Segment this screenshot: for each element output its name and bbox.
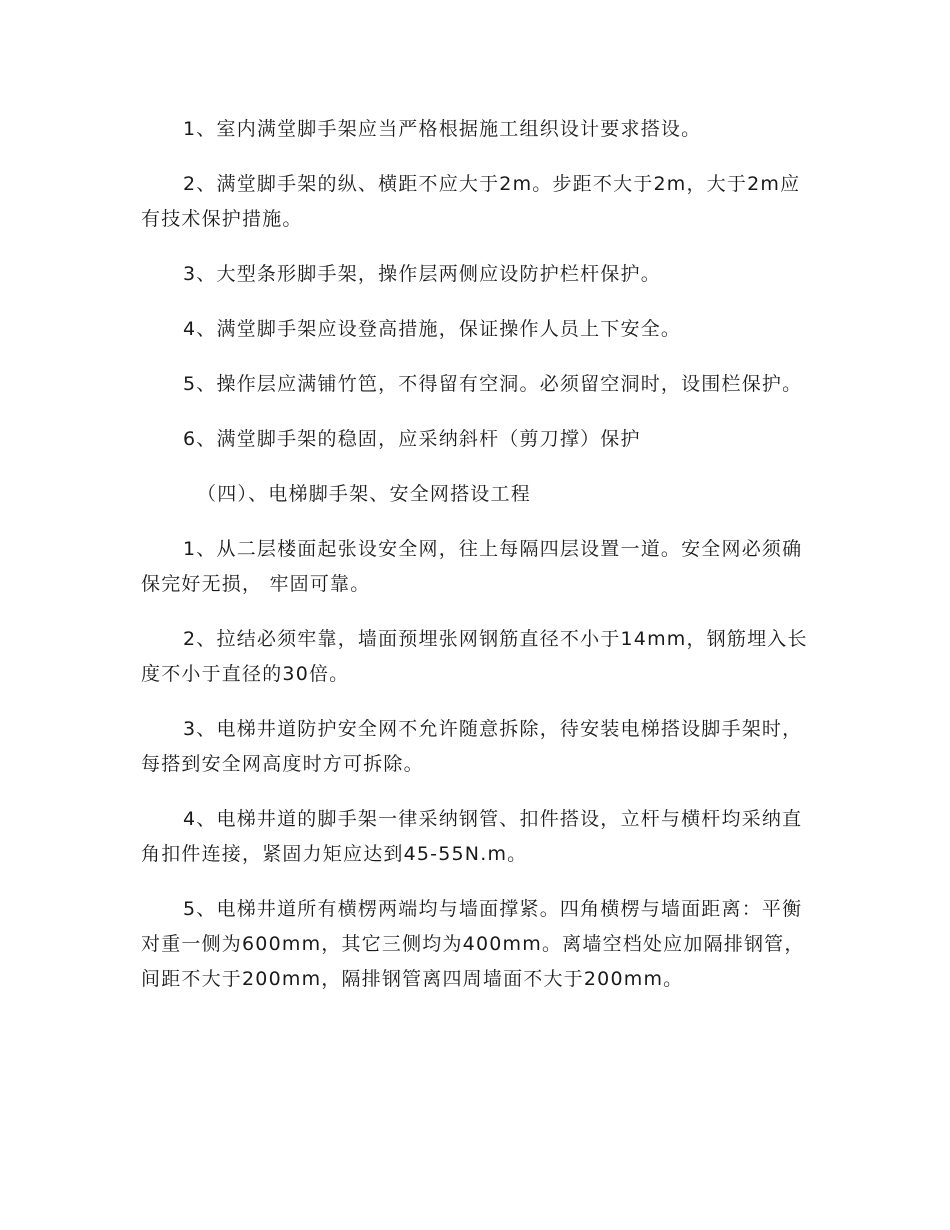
- section-heading-elevator: （四）、电梯脚手架、安全网搭设工程: [197, 483, 531, 505]
- paragraph-scaffold-2: 2、满堂脚手架的纵、横距不应大于2m。步距不大于2m，大于2m应有技术保护措施。: [141, 173, 801, 230]
- paragraph-scaffold-6: 6、满堂脚手架的稳固，应采纳斜杆（剪刀撑）保护: [183, 428, 641, 450]
- paragraph-elevator-3: 3、电梯井道防护安全网不允许随意拆除，待安装电梯搭设脚手架时，每搭到安全网高度时方可拆除。: [141, 718, 803, 775]
- paragraph-elevator-5: 5、电梯井道所有横楞两端均与墙面撑紧。四角横楞与墙面距离：平衡对重一侧为600mm，其它三侧均为400mm。离墙空档处应加隔排钢管，间距不大于200mm，隔排钢管离四周墙面不大于200mm。: [141, 898, 805, 990]
- paragraph-elevator-1: 1、从二层楼面起张设安全网，往上每隔四层设置一道。安全网必须确保完好无损， 牢固可靠。: [141, 538, 803, 595]
- paragraph-elevator-4: 4、电梯井道的脚手架一律采纳钢管、扣件搭设，立杆与横杆均采纳直角扣件连接，紧固力矩应达到45-55N.m。: [141, 808, 803, 865]
- paragraph-scaffold-3: 3、大型条形脚手架，操作层两侧应设防护栏杆保护。: [183, 263, 661, 285]
- document-body: [141, 112, 809, 1017]
- paragraph-scaffold-4: 4、满堂脚手架应设登高措施，保证操作人员上下安全。: [183, 318, 682, 340]
- paragraph-elevator-2: 2、拉结必须牢靠，墙面预埋张网钢筋直径不小于14mm，钢筋埋入长度不小于直径的30倍。: [141, 628, 808, 685]
- paragraph-scaffold-1: 1、室内满堂脚手架应当严格根据施工组织设计要求搭设。: [183, 118, 702, 140]
- paragraph-scaffold-5: 5、操作层应满铺竹笆，不得留有空洞。必须留空洞时，设围栏保护。: [183, 373, 803, 395]
